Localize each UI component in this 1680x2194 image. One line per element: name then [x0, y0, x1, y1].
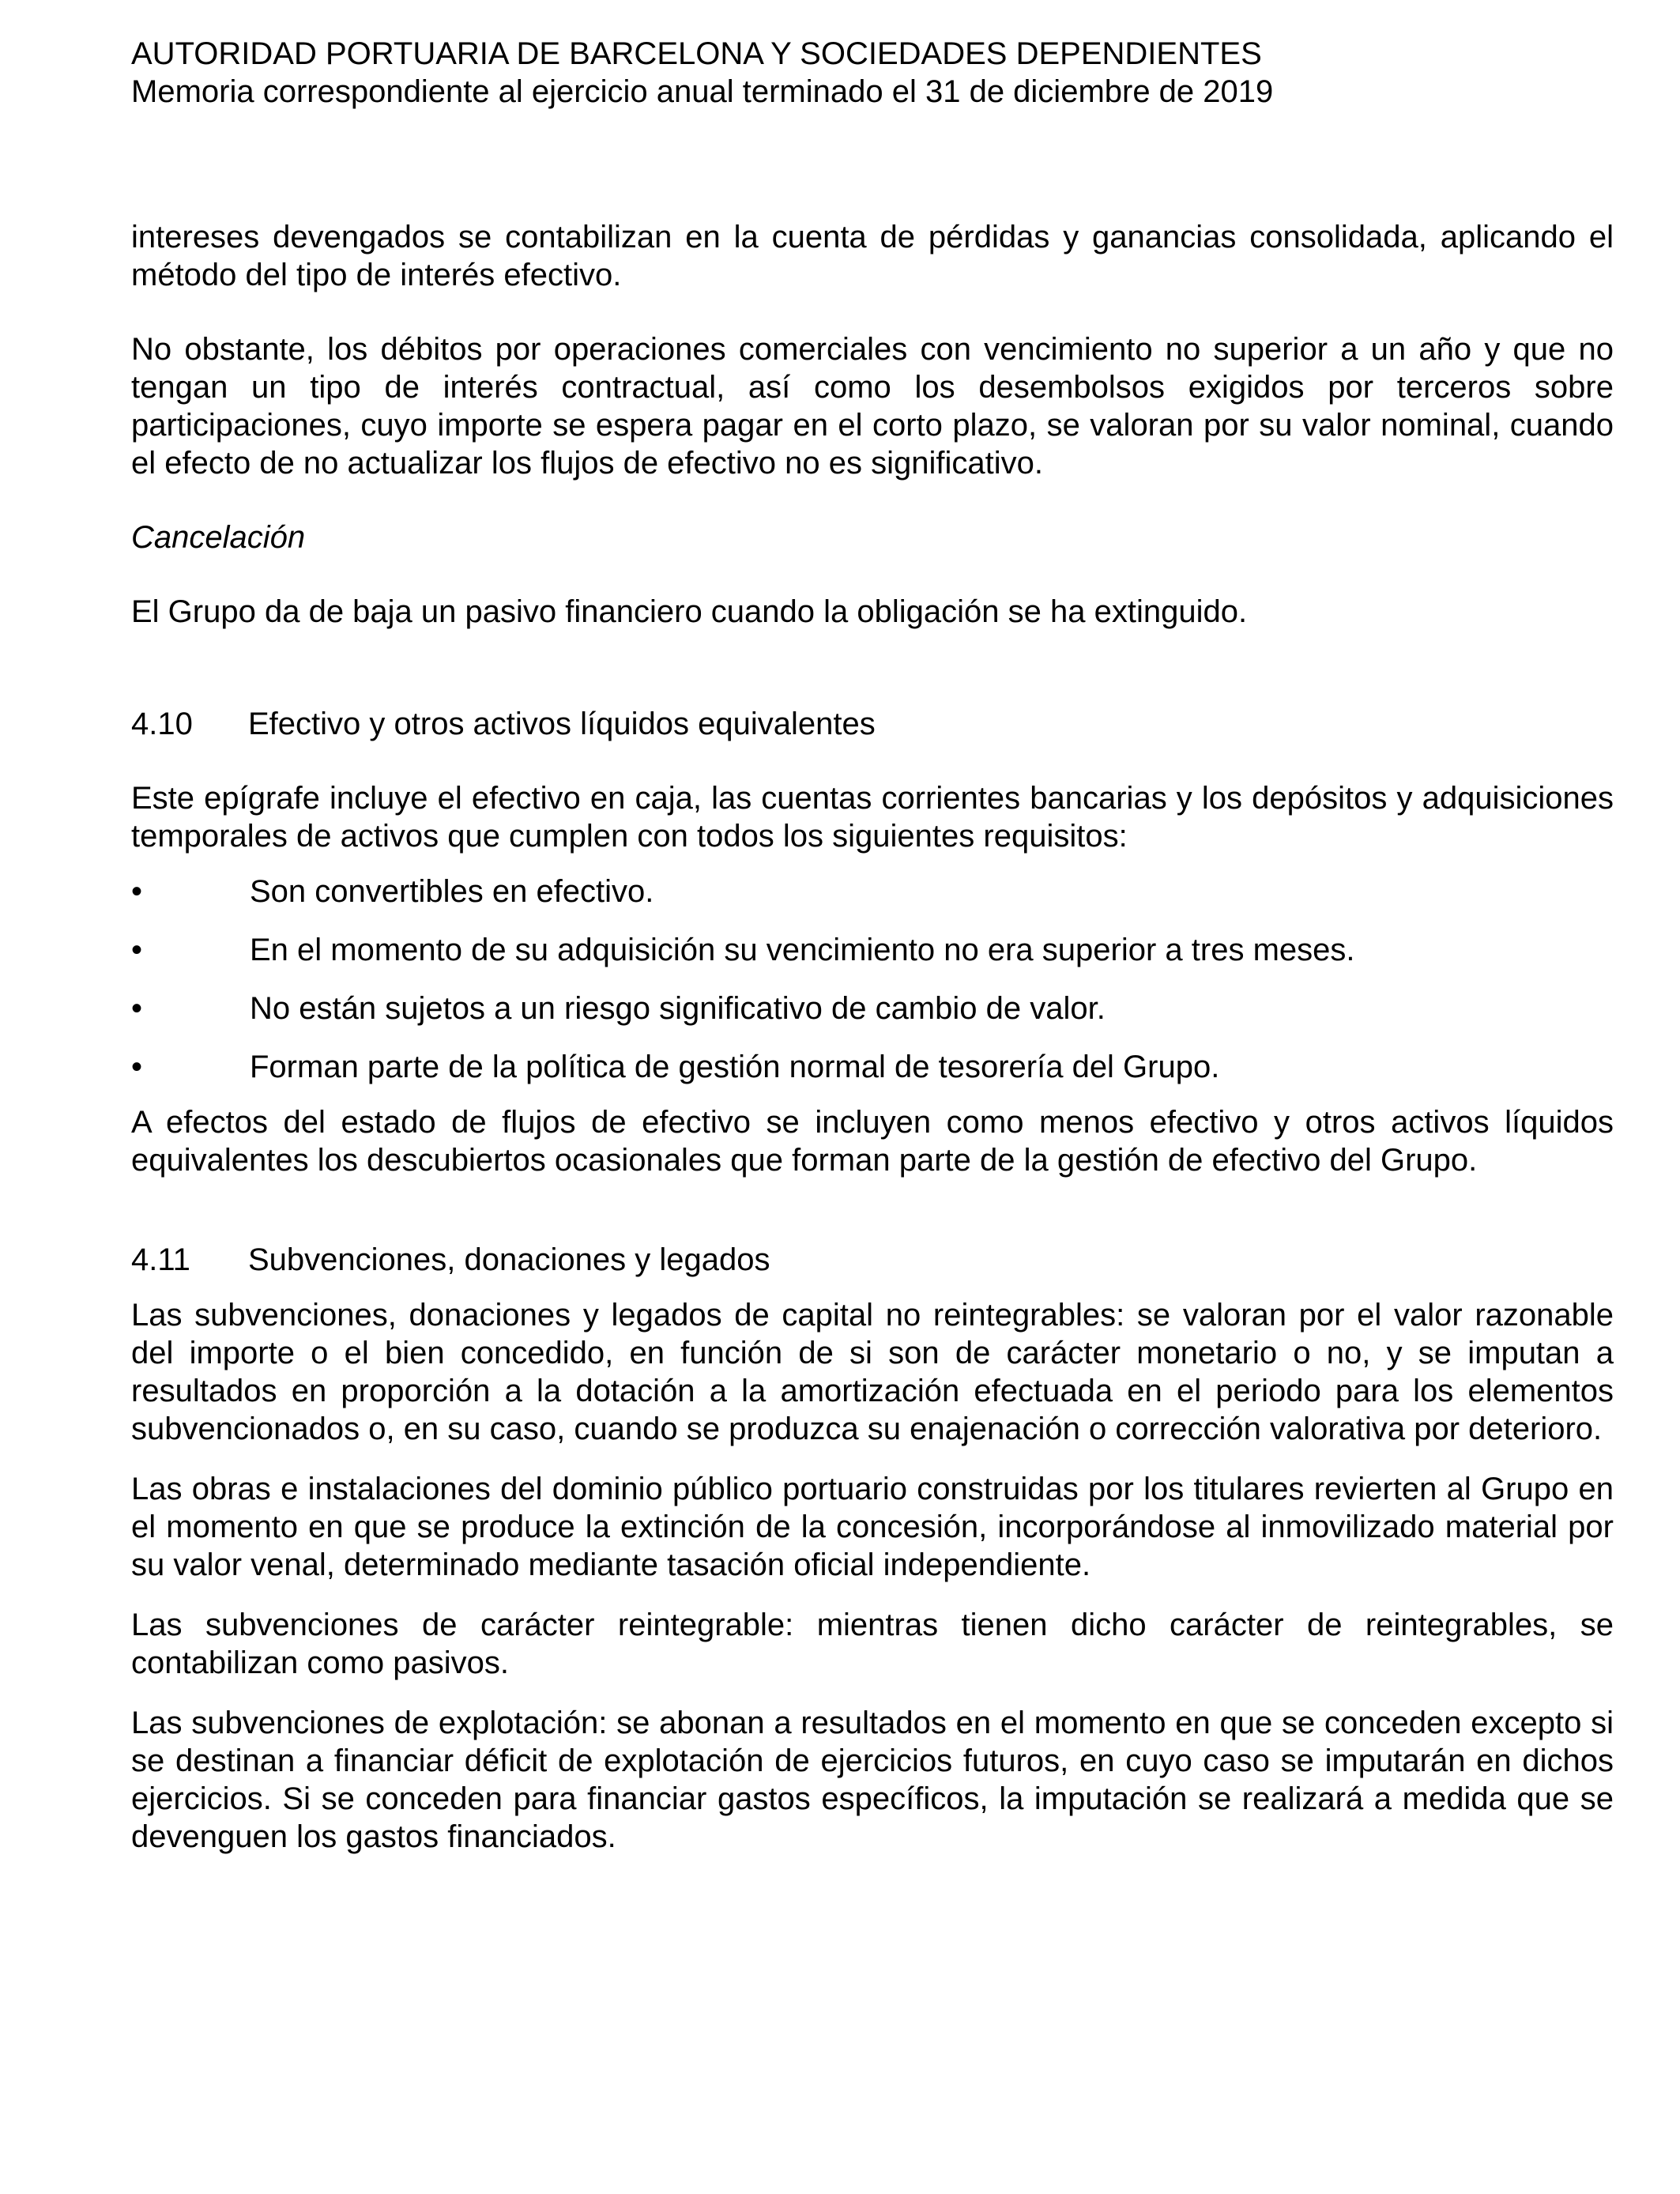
bullet-icon: •	[131, 874, 143, 909]
paragraph-subvenciones-reintegrables: Las subvenciones de carácter reintegrable: mientras tienen dicho carácter de reintegrables, se contabilizan como pasivos.	[131, 1608, 1614, 1680]
paragraph-debitos: No obstante, los débitos por operaciones comerciales con vencimiento no superior a un año y que no tengan un tipo de interés contractual, así como los desembolsos exigidos por terceros sobre participaciones, cuyo importe se espera pagar en el corto plazo, se valoran por su valor nominal, cuando el efecto de no actualizar los flujos de efectivo no es significativo.	[131, 332, 1614, 481]
subheading-cancelacion: Cancelación	[131, 520, 306, 555]
list-item	[131, 931, 1614, 969]
paragraph-cancelacion: El Grupo da de baja un pasivo financiero cuando la obligación se ha extinguido.	[131, 594, 1248, 629]
list-item	[131, 873, 1614, 910]
section-number: 4.10	[131, 707, 193, 741]
header-subtitle: Memoria correspondiente al ejercicio anual terminado el 31 de diciembre de 2019	[131, 74, 1274, 109]
section-number: 4.11	[131, 1242, 190, 1277]
list-item-text: Son convertibles en efectivo.	[250, 874, 654, 909]
list-item-text: Forman parte de la política de gestión normal de tesorería del Grupo.	[250, 1050, 1220, 1084]
document-page	[131, 35, 1614, 1856]
list-item-text: En el momento de su adquisición su vencimiento no era superior a tres meses.	[250, 933, 1355, 967]
section-heading-4-11	[131, 1241, 1614, 1279]
list-item-text: No están sujetos a un riesgo significativo de cambio de valor.	[250, 991, 1106, 1026]
paragraph-intereses: intereses devengados se contabilizan en la cuenta de pérdidas y ganancias consolidada, aplicando el método del tipo de interés efectivo.	[131, 220, 1614, 292]
section-title: Efectivo y otros activos líquidos equivalentes	[248, 707, 876, 741]
list-item	[131, 1048, 1614, 1086]
header-organization: AUTORIDAD PORTUARIA DE BARCELONA Y SOCIEDADES DEPENDIENTES	[131, 36, 1262, 71]
paragraph-efectivo-closing: A efectos del estado de flujos de efectivo se incluyen como menos efectivo y otros activos líquidos equivalentes los descubiertos ocasionales que forman parte de la gestión de efectivo del Grupo.	[131, 1105, 1614, 1178]
page-header	[131, 35, 1614, 111]
document-body	[131, 218, 1614, 1856]
requirements-list	[131, 873, 1614, 1086]
bullet-icon: •	[131, 991, 143, 1026]
bullet-icon: •	[131, 933, 143, 967]
bullet-icon: •	[131, 1050, 143, 1084]
list-item	[131, 990, 1614, 1027]
section-heading-4-10	[131, 705, 1614, 743]
paragraph-subvenciones-capital: Las subvenciones, donaciones y legados de capital no reintegrables: se valoran por el valor razonable del importe o el bien concedido, en función de si son de carácter monetario o no, y se imputan a resultados en proporción a la dotación a la amortización efectuada en el periodo para los elementos subvencionados o, en su caso, cuando se produzca su enajenación o corrección valorativa por deterioro.	[131, 1298, 1614, 1446]
section-title: Subvenciones, donaciones y legados	[248, 1242, 770, 1277]
paragraph-subvenciones-explotacion: Las subvenciones de explotación: se abonan a resultados en el momento en que se conceden excepto si se destinan a financiar déficit de explotación de ejercicios futuros, en cuyo caso se imputarán en dichos ejercicios. Si se conceden para financiar gastos específicos, la imputación se realizará a medida que se devenguen los gastos financiados.	[131, 1706, 1614, 1854]
paragraph-efectivo-intro: Este epígrafe incluye el efectivo en caja, las cuentas corrientes bancarias y los depósitos y adquisiciones temporales de activos que cumplen con todos los siguientes requisitos:	[131, 781, 1614, 854]
paragraph-obras-instalaciones: Las obras e instalaciones del dominio público portuario construidas por los titulares revierten al Grupo en el momento en que se produce la extinción de la concesión, incorporándose al inmovilizado material por su valor venal, determinado mediante tasación oficial independiente.	[131, 1472, 1614, 1582]
